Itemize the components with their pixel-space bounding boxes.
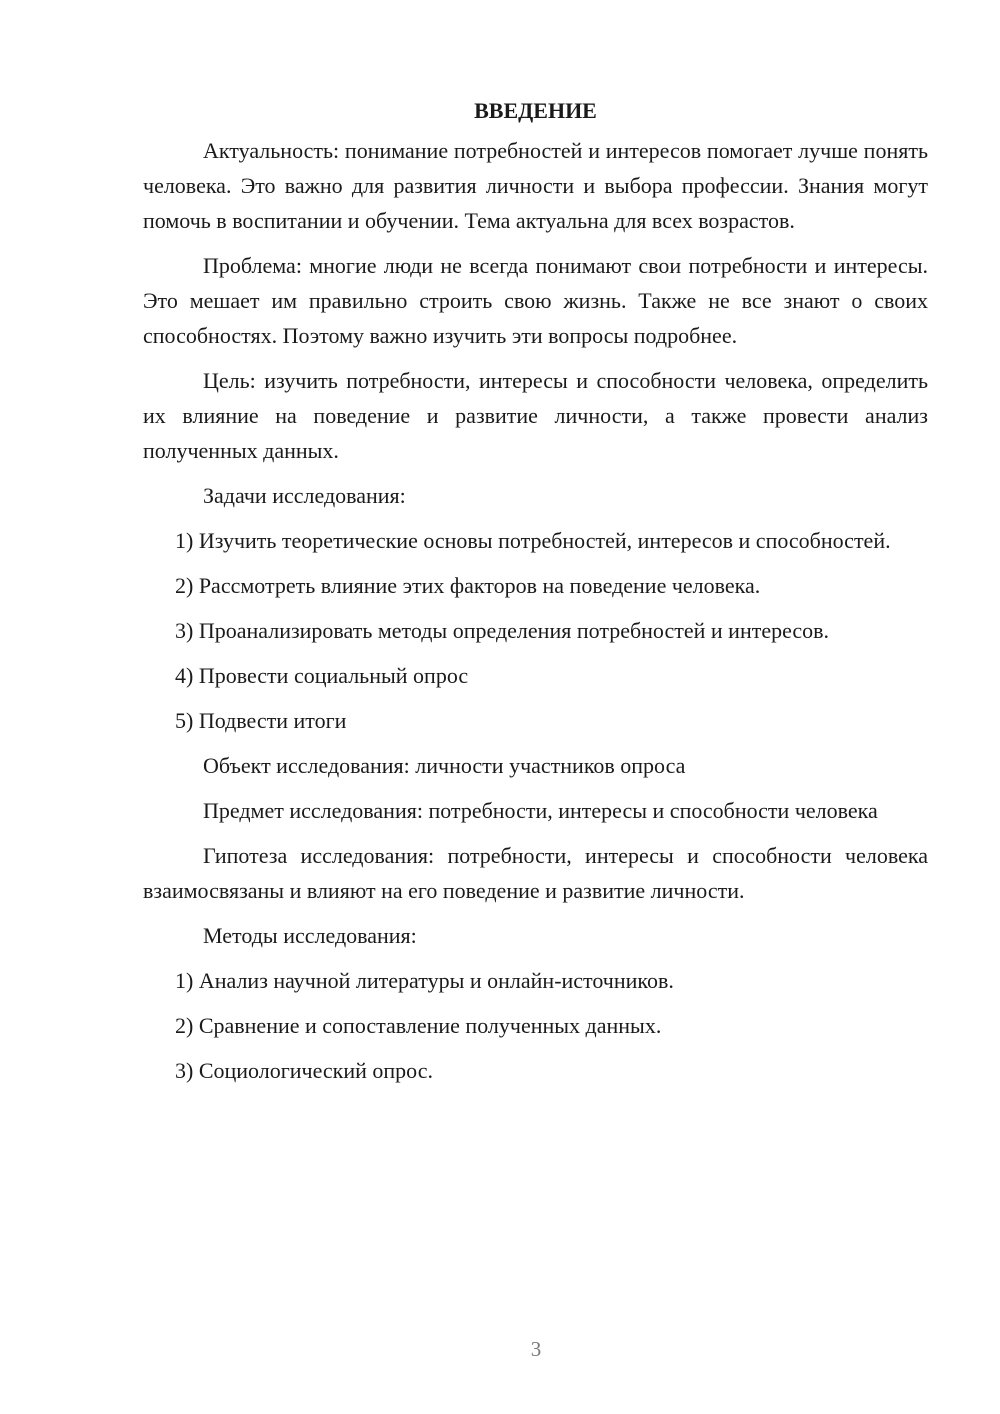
task-item-5: 5) Подвести итоги <box>175 708 347 733</box>
research-hypothesis: Гипотеза исследования: потребности, интересы и способности человека взаимосвязаны и влияют на его поведение и развитие личности. <box>143 843 928 903</box>
paragraph-goal: Цель: изучить потребности, интересы и способности человека, определить их влияние на поведение и развитие личности, а также провести анализ полученных данных. <box>143 368 928 463</box>
method-item-3: 3) Социологический опрос. <box>175 1058 433 1083</box>
task-item-1: 1) Изучить теоретические основы потребностей, интересов и способностей. <box>175 528 891 553</box>
research-object: Объект исследования: личности участников опроса <box>203 753 686 778</box>
page-content <box>143 93 928 1098</box>
task-item-2: 2) Рассмотреть влияние этих факторов на поведение человека. <box>175 573 761 598</box>
task-item-3: 3) Проанализировать методы определения потребностей и интересов. <box>175 618 830 643</box>
tasks-heading: Задачи исследования: <box>203 483 406 508</box>
page-title: ВВЕДЕНИЕ <box>474 98 597 123</box>
methods-heading: Методы исследования: <box>203 923 417 948</box>
method-item-2: 2) Сравнение и сопоставление полученных данных. <box>175 1013 662 1038</box>
task-item-4: 4) Провести социальный опрос <box>175 663 469 688</box>
research-subject: Предмет исследования: потребности, интересы и способности человека <box>203 798 878 823</box>
page-number: 3 <box>530 1337 542 1361</box>
paragraph-relevance: Актуальность: понимание потребностей и интересов помогает лучше понять человека. Это важно для развития личности и выбора профессии. Знания могут помочь в воспитании и обучении. Тема актуальна для всех возрастов. <box>143 138 928 233</box>
method-item-1: 1) Анализ научной литературы и онлайн-источников. <box>175 968 674 993</box>
paragraph-problem: Проблема: многие люди не всегда понимают свои потребности и интересы. Это мешает им правильно строить свою жизнь. Также не все знают о своих способностях. Поэтому важно изучить эти вопросы подробнее. <box>143 253 928 348</box>
